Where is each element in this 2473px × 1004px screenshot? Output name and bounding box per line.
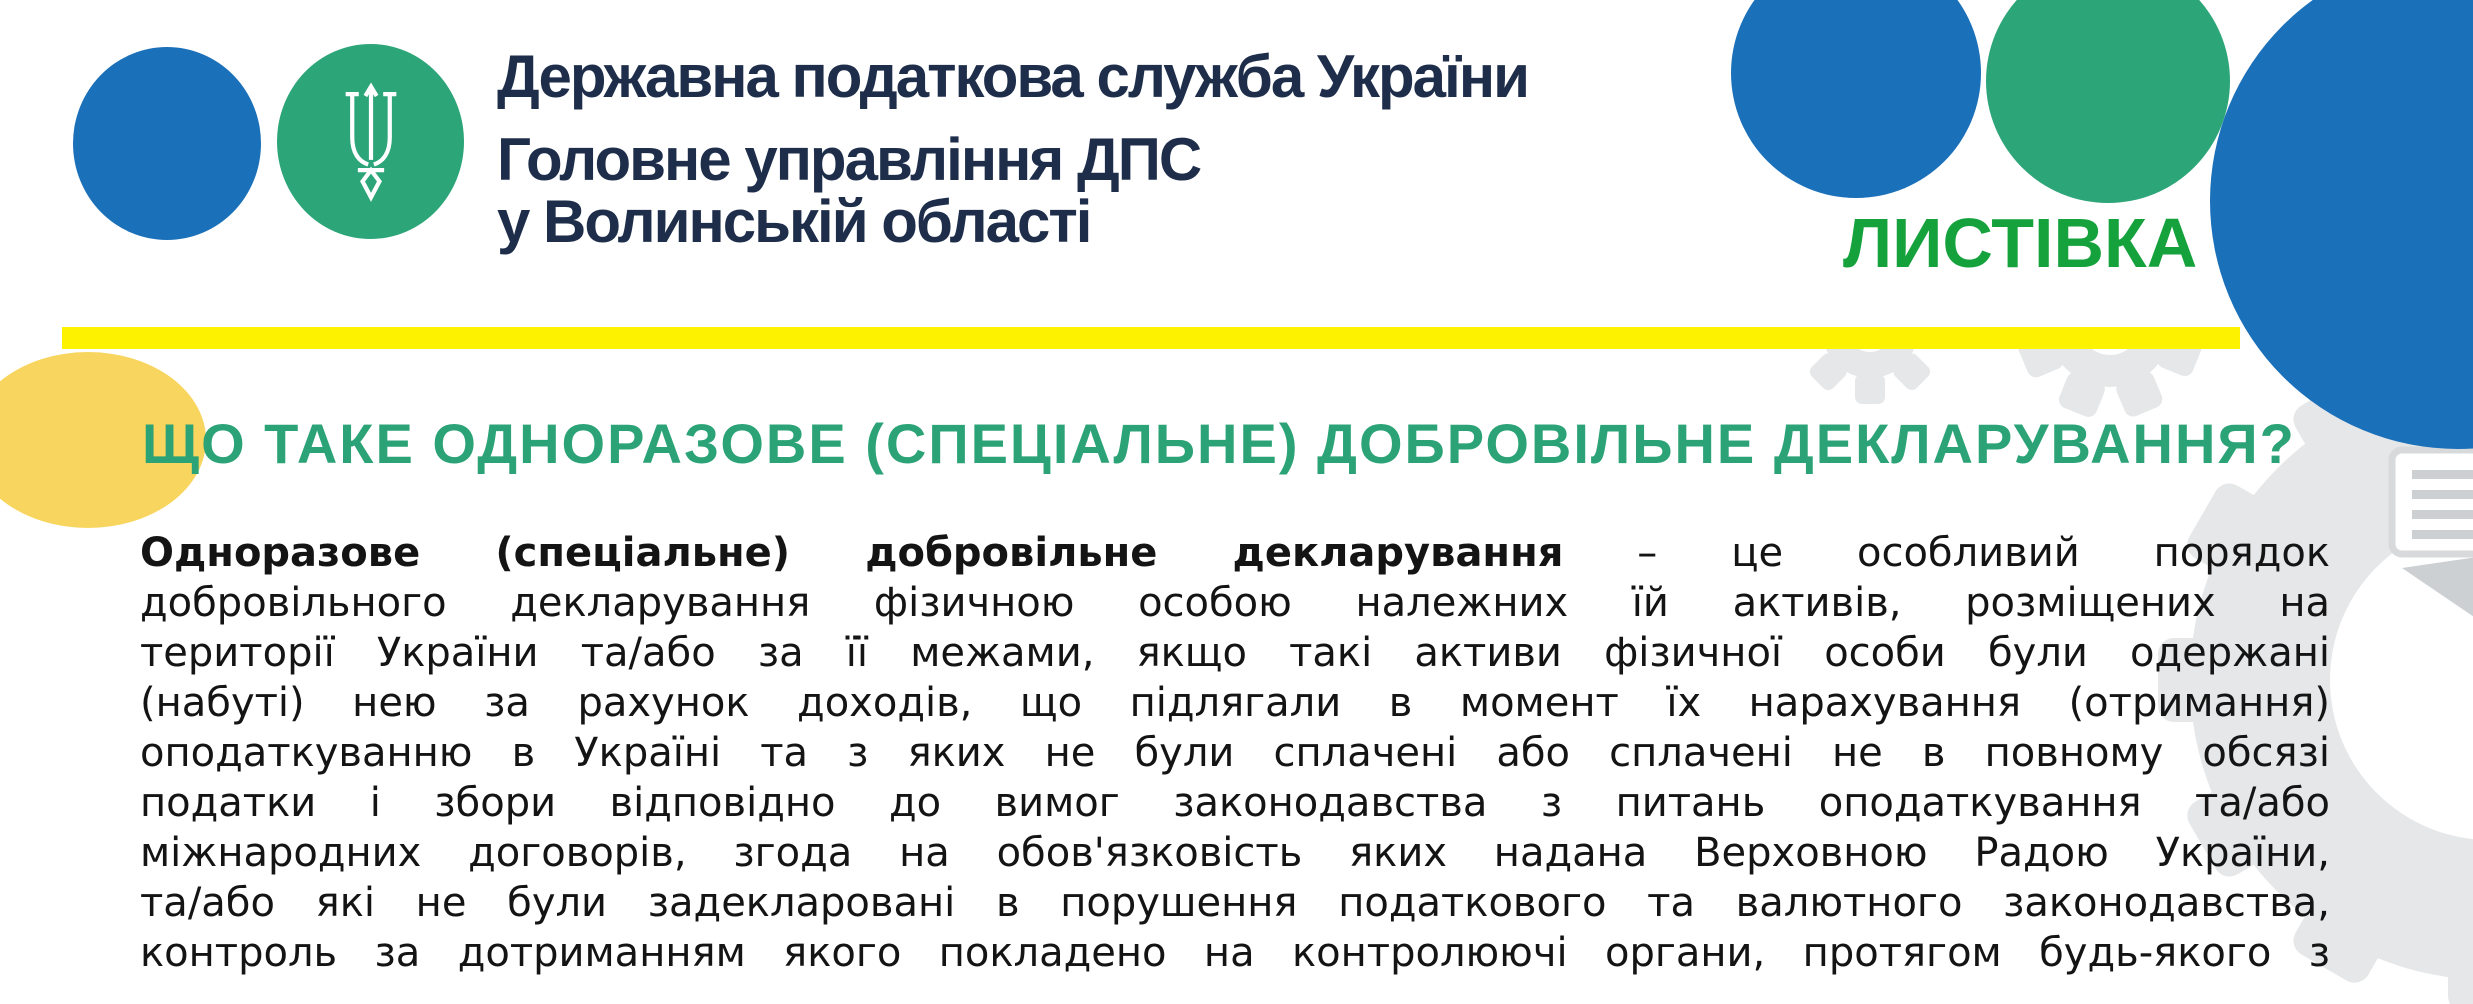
body-line (140, 528, 2330, 578)
org-name-line2: Головне управління ДПС (497, 126, 1201, 193)
body-line: оподаткуванню в Україні та з яких не були сплачені або сплачені не в повному обсязі (140, 730, 2330, 776)
body-line1-rest: – це особливий порядок (1563, 530, 2330, 576)
trident-icon (323, 81, 419, 203)
leaflet-badge: ЛИСТІВКА (1843, 204, 2198, 282)
org-name-line1: Державна податкова служба України (497, 43, 1528, 110)
body-line: податки і збори відповідно до вимог законодавства з питань оподаткування та/або (140, 780, 2330, 826)
logo-blue-circle (73, 47, 261, 240)
org-name-line3: у Волинській області (497, 188, 1091, 255)
body-line: (набуті) нею за рахунок доходів, що підлягали в момент їх нарахування (отримання) (140, 680, 2330, 726)
decor-circle-blue (1731, 0, 1981, 198)
yellow-divider (62, 327, 2240, 349)
body-line: території України та/або за її межами, якщо такі активи фізичної особи були одержані (140, 630, 2330, 676)
page-title: ЩО ТАКЕ ОДНОРАЗОВЕ (СПЕЦІАЛЬНЕ) ДОБРОВІЛЬНЕ ДЕКЛАРУВАННЯ? (142, 412, 2296, 475)
body-line: та/або які не були задекларовані в порушення податкового та валютного законодавства, (140, 880, 2330, 926)
body-line1-bold: Одноразове (спеціальне) добровільне декларування (140, 530, 1564, 576)
logo-green-circle (277, 44, 464, 239)
body-line: добровільного декларування фізичною особою належних їй активів, розміщених на (140, 580, 2330, 626)
body-line: міжнародних договорів, згода на обов'язковість яких надана Верховною Радою України, (140, 830, 2330, 876)
body-paragraph (140, 528, 2330, 978)
decor-circle-green (1986, 0, 2230, 203)
body-line: контроль за дотриманням якого покладено на контролюючі органи, протягом будь-якого з (140, 930, 2330, 976)
